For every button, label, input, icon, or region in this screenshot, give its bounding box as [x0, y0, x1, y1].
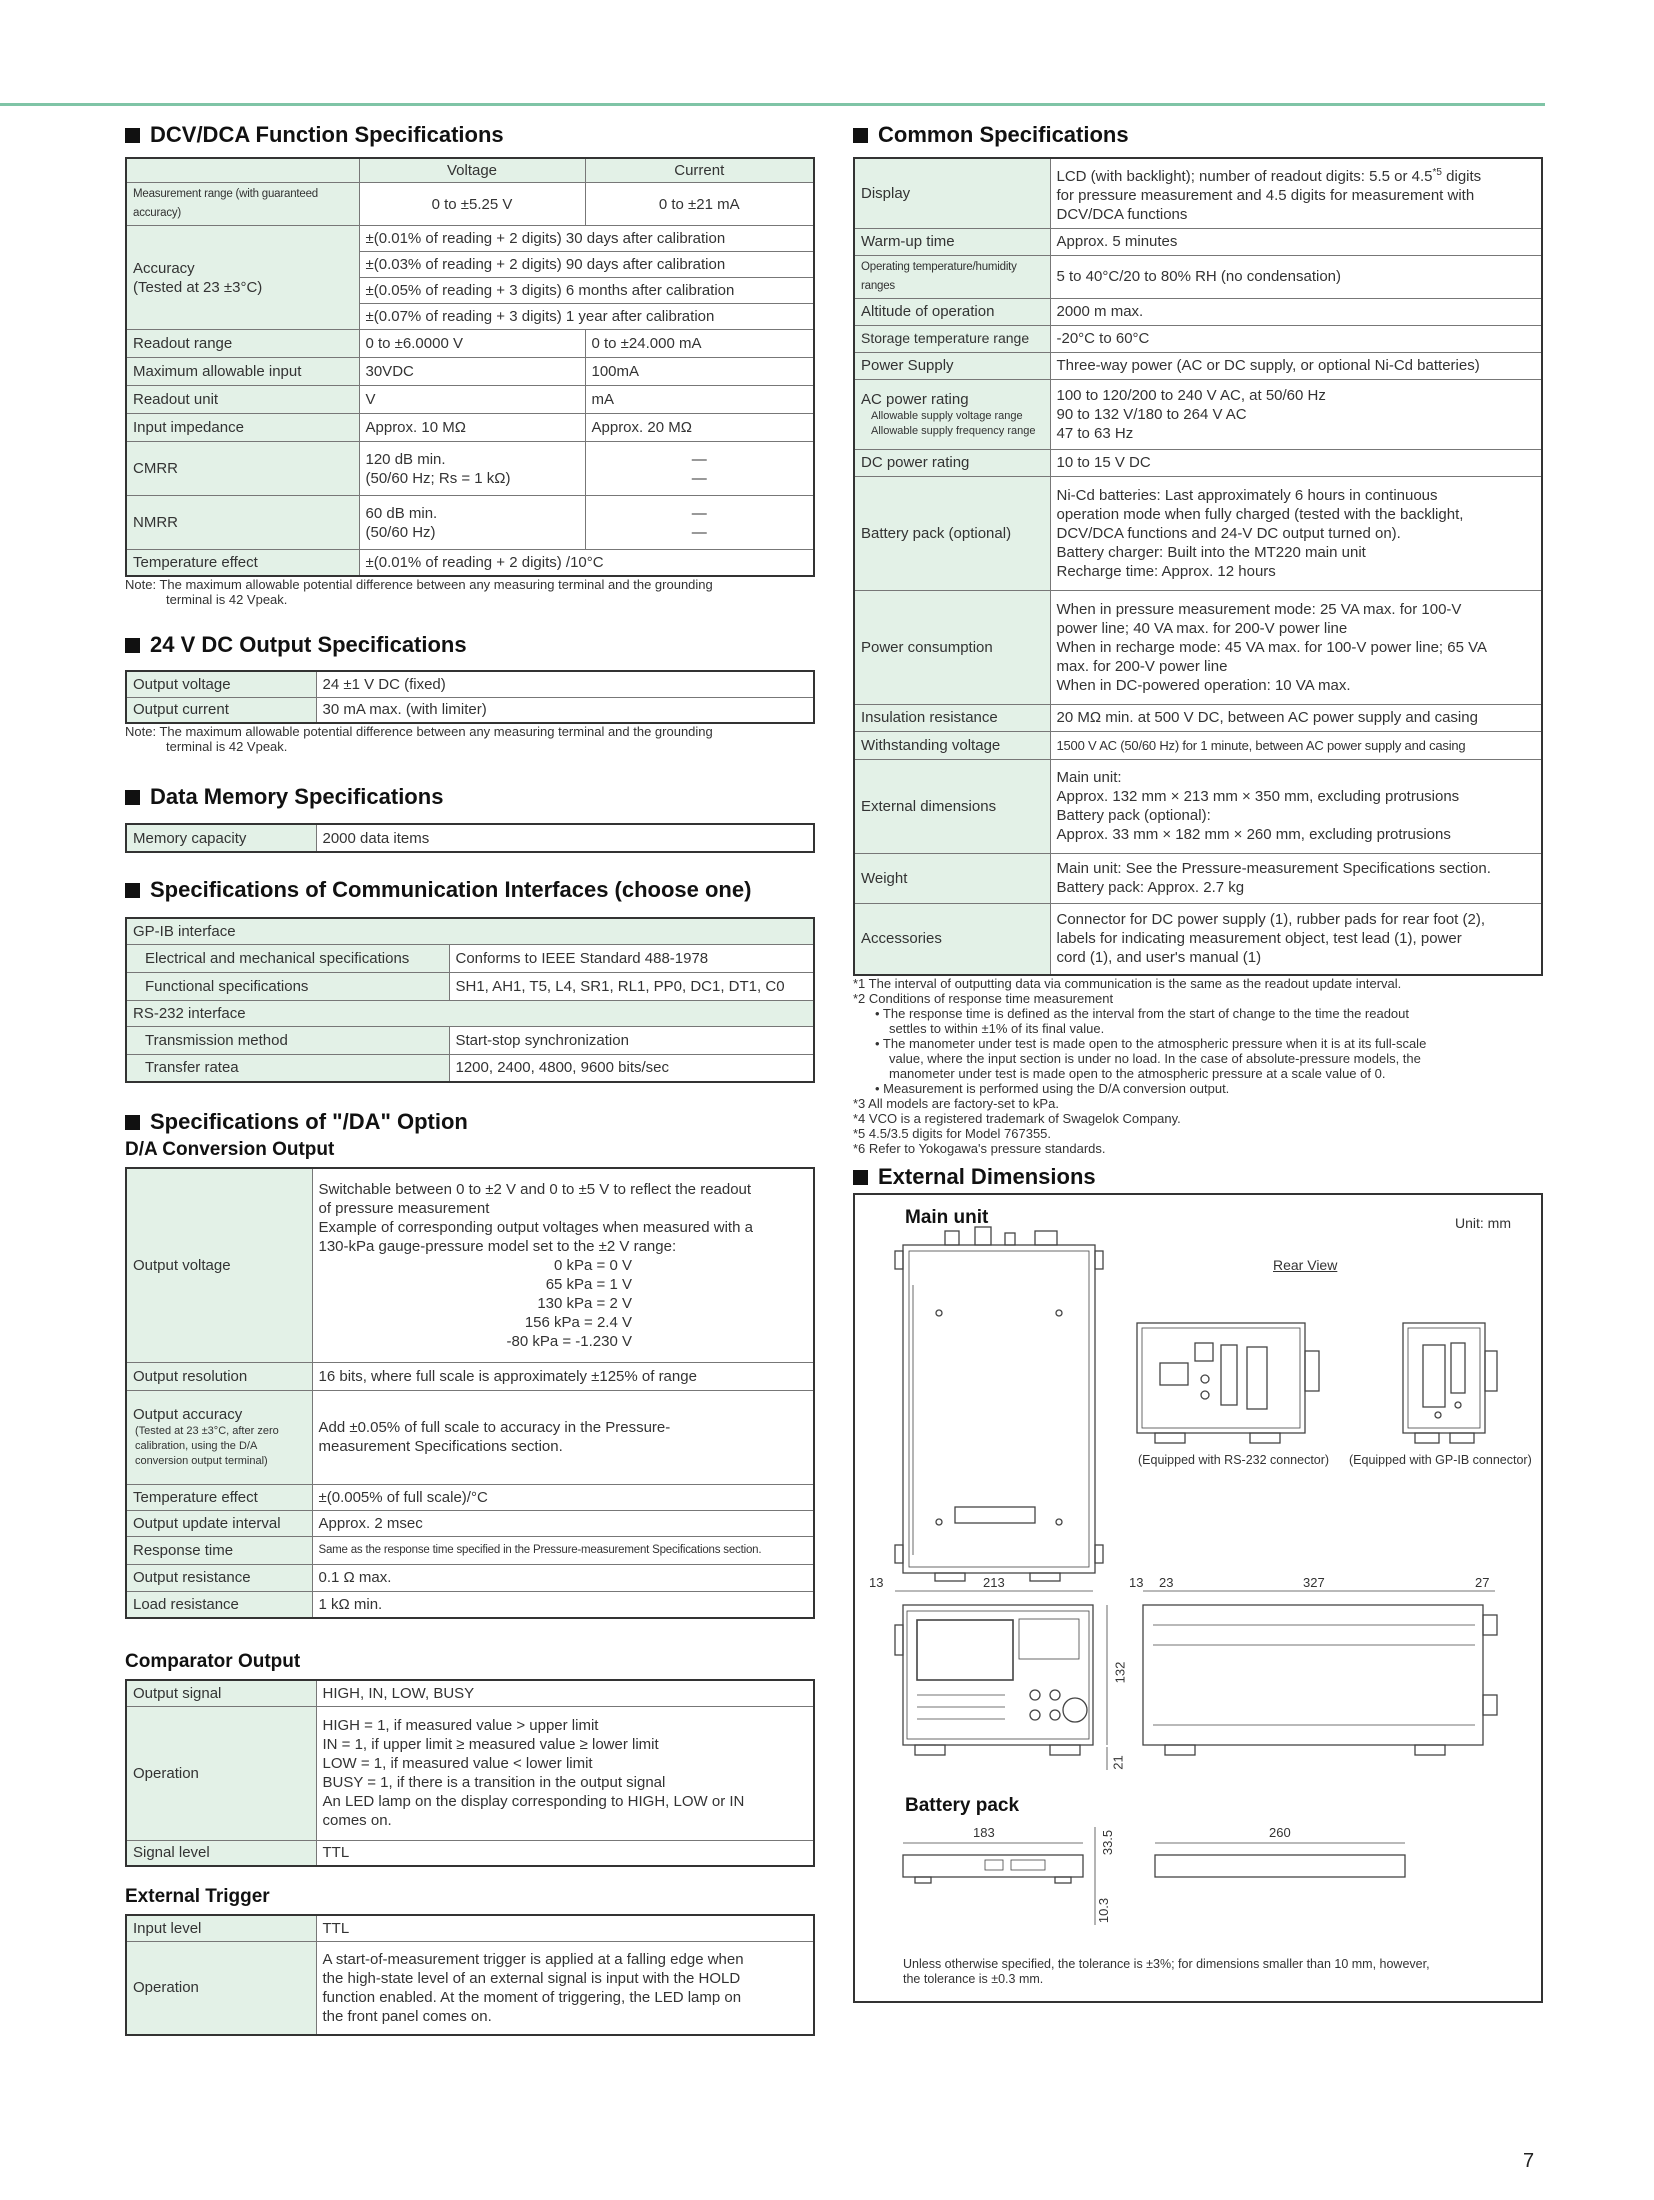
da-section: Specifications of "/DA" Option D/A Conversion Output Output voltage Switchable between 0 to ±2 V and 0 to ±5 V to reflect the readout of pressure measurement Example of corresponding output voltages when measured with a 130-kPa gauge-pressure model set to the ±2 V range: 0 kPa = 0 V 65 kPa = 1 V 130 kPa = 2 V 156 kPa = 2.4 V -80 kPa = -1.230 V Output resolution 16 bits, where full scale is approximately ±125% of range Output accuracy (Tested at 23 ±3°C, after zero calibration, using the D/A conversion output terminal) Add ±0.05% of full scale to accuracy in the Pressure- measurement Specifications section. Temperature effect ±(0.005% of full scale)/°C Output update interval Approx. 2 msec Response time Same as the response time specified in the Pressure-measurement Specifications section. Output resistance 0.1 Ω max. Load resistance 1 kΩ min.: [125, 1107, 815, 1619]
out24-table: Output voltage 24 ±1 V DC (fixed) Output current 30 mA max. (with limiter): [125, 670, 815, 724]
dimension-drawings-svg: [855, 1195, 1541, 2001]
dcv-title: DCV/DCA Function Specifications: [125, 120, 815, 150]
voltage-header: Voltage: [359, 158, 585, 183]
comparator-table: Output signal HIGH, IN, LOW, BUSY Operation HIGH = 1, if measured value > upper limit IN = 1, if upper limit ≥ measured value ≥ lower limit LOW = 1, if measured value < lower limit BUSY = 1, if there is a transition in the output signal An LED lamp on the display corresponding to HIGH, LOW or IN comes on. Signal level TTL: [125, 1679, 815, 1867]
dcv-table: Voltage Current Measurement range (with guaranteed accuracy) 0 to ±5.25 V 0 to ±21 mA Accuracy (Tested at 23 ±3°C) ±(0.01% of reading + 2 digits) 30 days after calibration ±(0.03% of reading + 2 digits) 90 days after calibration ±(0.05% of reading + 3 digits) 6 months after calibration ±(0.07% of reading + 3 digits) 1 year after calibration Readout range 0 to ±6.0000 V 0 to ±24.000 mA Maximum allowable input 30VDC 100mA Readout unit V mA Input impedance Approx. 10 MΩ Approx. 20 MΩ CMRR 120 dB min. (50/60 Hz; Rs = 1 kΩ) — — NMRR 60 dB min. (50/60 Hz) — — Temperature effect ±(0.01% of reading + 2 digits) /10°C: [125, 157, 815, 577]
dcv-section: [125, 120, 815, 607]
top-rule: [0, 103, 1545, 106]
comparator-section: Comparator Output Output signal HIGH, IN, LOW, BUSY Operation HIGH = 1, if measured value > upper limit IN = 1, if upper limit ≥ measured value ≥ lower limit LOW = 1, if measured value < lower limit BUSY = 1, if there is a transition in the output signal An LED lamp on the display corresponding to HIGH, LOW or IN comes on. Signal level TTL: [125, 1649, 815, 1867]
trigger-section: External Trigger Input level TTL Operation A start-of-measurement trigger is applied at a falling edge when the high-state level of an external signal is input with the HOLD function enabled. At the moment of triggering, the LED lamp on the front panel comes on.: [125, 1884, 815, 2036]
trigger-table: Input level TTL Operation A start-of-measurement trigger is applied at a falling edge when the high-state level of an external signal is input with the HOLD function enabled. At the moment of triggering, the LED lamp on the front panel comes on.: [125, 1914, 815, 2036]
common-footnotes: *1 The interval of outputting data via communication is the same as the readout update interval. *2 Conditions of response time measurement • The response time is defined as the interval from the start of change to the time the readout settles to within ±1% of its final value. • The manometer under test is made open to the atmospheric pressure when it is at its full-scale value, where the input section is under no load. In the case of absolute-pressure models, the manometer under test is made open to the atmospheric pressure at a scale value of 0. • Measurement is performed using the D/A conversion output. *3 All models are factory-set to kPa. *4 VCO is a registered trademark of Swagelok Company. *5 4.5/3.5 digits for Model 767355. *6 Refer to Yokogawa's pressure standards.: [853, 976, 1427, 1156]
common-section: Common Specifications Display LCD (with backlight); number of readout digits: 5.5 or 4.5$^{*5}$ digits for pressure measurement and 4.5 digits for measurement with DCV/DCA functions Warm-up time Approx. 5 minutes Operating temperature/humidity ranges 5 to 40°C/20 to 80% RH (no condensation) Altitude of operation 2000 m max. Storage temperature range -20°C to 60°C Power Supply Three-way power (AC or DC supply, or optional Ni-Cd batteries) AC power rating Allowable supply voltage range Allowable supply frequency range 100 to 120/200 to 240 V AC, at 50/60 Hz 90 to 132 V/180 to 264 V AC 47 to 63 Hz DC power rating 10 to 15 V DC Battery pack (optional) Ni-Cd batteries: Last approximately 6 hours in continuous operation mode when fully charged (tested with the backlight, DCV/DCA functions and 24-V DC output turned on). Battery charger: Built into the MT220 main unit Recharge time: Approx. 12 hours Power consumption When in pressure measurement mode: 25 VA max. for 100-V power line; 40 VA max. for 200-V power line When in recharge mode: 45 VA max. for 100-V power line; 65 VA max. for 200-V power line When in DC-powered operation: 10 VA max. Insulation resistance 20 MΩ min. at 500 V DC, between AC power supply and casing Withstanding voltage 1500 V AC (50/60 Hz) for 1 minute, between AC power supply and casing External dimensions Main unit: Approx. 132 mm × 213 mm × 350 mm, excluding protrusions Battery pack (optional): Approx. 33 mm × 182 mm × 260 mm, excluding protrusions Weight Main unit: See the Pressure-measurement Specifications section. Battery pack: Approx. 2.7 kg Accessories Connector for DC power supply (1), rubber pads for rear foot (2), labels for indicating measurement object, test lead (1), power cord (1), and user's manual (1) *1 The interval of outputting data via communication is the same as the readout update interval. *2 Conditions of response time measurement • The response time is defined as the interval from the start of change to the time the readout settles to within ±1% of its final value. • The manometer under test is made open to the atmospheric pressure when it is at its full-scale value, where the input section is under no load. In the case of absolute-pressure models, the manometer under test is made open to the atmospheric pressure at a scale value of 0. • Measurement is performed using the D/A conversion output. *3 All models are factory-set to kPa. *4 VCO is a registered trademark of Swagelok Company. *5 4.5/3.5 digits for Model 767355. *6 Refer to Yokogawa's pressure standards.: [853, 120, 1543, 1156]
current-header: Current: [585, 158, 814, 183]
dcv-note: Note: The maximum allowable potential difference between any measuring terminal and the grounding terminal is 42 Vpeak.: [125, 576, 713, 607]
dimensions-drawing: Main unit Unit: mm Rear View (Equipped with RS-232 connector) (Equipped with GP-IB connector) 13 213 13 23 327 27 132 21 Battery pack 183 33.5 260 10.3 Unless otherwise specified, the tolerance is ±3%; for dimensions smaller than 10 mm, however, the tolerance is ±0.3 mm.: [853, 1193, 1543, 2003]
comm-table: GP-IB interface Electrical and mechanical specifications Conforms to IEEE Standard 488-1978 Functional specifications SH1, AH1, T5, L4, SR1, RL1, PP0, DC1, DT1, C0 RS-232 interface Transmission method Start-stop synchronization Transfer ratea 1200, 2400, 4800, 9600 bits/sec: [125, 917, 815, 1083]
da-table: Output voltage Switchable between 0 to ±2 V and 0 to ±5 V to reflect the readout of pressure measurement Example of corresponding output voltages when measured with a 130-kPa gauge-pressure model set to the ±2 V range: 0 kPa = 0 V 65 kPa = 1 V 130 kPa = 2 V 156 kPa = 2.4 V -80 kPa = -1.230 V Output resolution 16 bits, where full scale is approximately ±125% of range Output accuracy (Tested at 23 ±3°C, after zero calibration, using the D/A conversion output terminal) Add ±0.05% of full scale to accuracy in the Pressure- measurement Specifications section. Temperature effect ±(0.005% of full scale)/°C Output update interval Approx. 2 msec Response time Same as the response time specified in the Pressure-measurement Specifications section. Output resistance 0.1 Ω max. Load resistance 1 kΩ min.: [125, 1167, 815, 1619]
comm-section: Specifications of Communication Interfaces (choose one) GP-IB interface Electrical and mechanical specifications Conforms to IEEE Standard 488-1978 Functional specifications SH1, AH1, T5, L4, SR1, RL1, PP0, DC1, DT1, C0 RS-232 interface Transmission method Start-stop synchronization Transfer ratea 1200, 2400, 4800, 9600 bits/sec: [125, 875, 815, 1083]
accuracy-label: Accuracy (Tested at 23 ±3°C): [126, 226, 359, 330]
ext-dimensions-section: External Dimensions: [853, 1162, 1543, 1192]
memory-table: Memory capacity 2000 data items: [125, 823, 815, 853]
page-number: 7: [1523, 2150, 1535, 2172]
out24-section: 24 V DC Output Specifications Output voltage 24 ±1 V DC (fixed) Output current 30 mA max. (with limiter) Note: The maximum allowable potential difference between any measuring terminal and the grounding terminal is 42 Vpeak.: [125, 630, 815, 754]
memory-section: Data Memory Specifications Memory capacity 2000 data items: [125, 782, 815, 853]
common-table: Display LCD (with backlight); number of readout digits: 5.5 or 4.5$^{*5}$ digits for pressure measurement and 4.5 digits for measurement with DCV/DCA functions Warm-up time Approx. 5 minutes Operating temperature/humidity ranges 5 to 40°C/20 to 80% RH (no condensation) Altitude of operation 2000 m max. Storage temperature range -20°C to 60°C Power Supply Three-way power (AC or DC supply, or optional Ni-Cd batteries) AC power rating Allowable supply voltage range Allowable supply frequency range 100 to 120/200 to 240 V AC, at 50/60 Hz 90 to 132 V/180 to 264 V AC 47 to 63 Hz DC power rating 10 to 15 V DC Battery pack (optional) Ni-Cd batteries: Last approximately 6 hours in continuous operation mode when fully charged (tested with the backlight, DCV/DCA functions and 24-V DC output turned on). Battery charger: Built into the MT220 main unit Recharge time: Approx. 12 hours Power consumption When in pressure measurement mode: 25 VA max. for 100-V power line; 40 VA max. for 200-V power line When in recharge mode: 45 VA max. for 100-V power line; 65 VA max. for 200-V power line When in DC-powered operation: 10 VA max. Insulation resistance 20 MΩ min. at 500 V DC, between AC power supply and casing Withstanding voltage 1500 V AC (50/60 Hz) for 1 minute, between AC power supply and casing External dimensions Main unit: Approx. 132 mm × 213 mm × 350 mm, excluding protrusions Battery pack (optional): Approx. 33 mm × 182 mm × 260 mm, excluding protrusions Weight Main unit: See the Pressure-measurement Specifications section. Battery pack: Approx. 2.7 kg Accessories Connector for DC power supply (1), rubber pads for rear foot (2), labels for indicating measurement object, test lead (1), power cord (1), and user's manual (1): [853, 157, 1543, 976]
tolerance-note: Unless otherwise specified, the tolerance is ±3%; for dimensions smaller than 10 mm, however, the tolerance is ±0.3 mm.: [903, 1957, 1430, 1986]
